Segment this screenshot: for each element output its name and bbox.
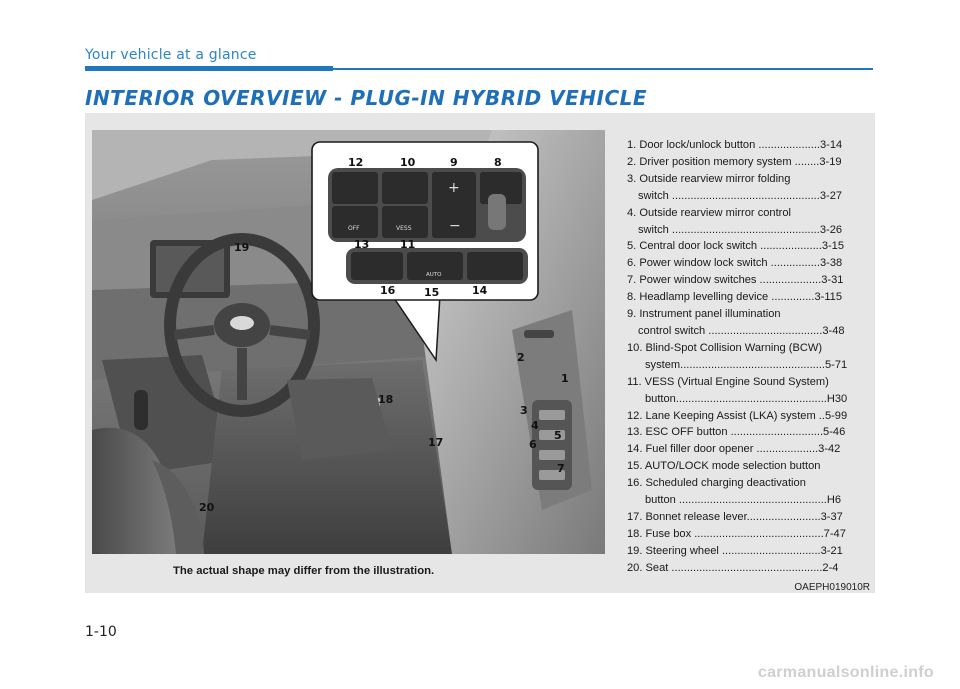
- header-rule-thin: [333, 68, 873, 70]
- item-list: [627, 137, 873, 577]
- list-item-11: [627, 374, 873, 408]
- list-item-18: 18. Fuse box ..........................................7-47: [627, 527, 846, 540]
- callout-10: 10: [400, 156, 416, 169]
- list-item-5: 5. Central door lock switch ....................3-15: [627, 240, 845, 253]
- list-item-17: 17. Bonnet release lever........................3-37: [627, 510, 843, 523]
- button-label-vess: VESS: [396, 225, 412, 232]
- list-item-10: [627, 340, 873, 374]
- list-item-4-line1: 4. Outside rearview mirror control: [627, 206, 791, 219]
- svg-text:−: −: [449, 218, 461, 234]
- callout-18: 18: [378, 393, 394, 406]
- list-item-3-line1: 3. Outside rearview mirror folding: [627, 172, 791, 185]
- callout-17: 17: [428, 436, 444, 449]
- list-item-10-line2: system...............................................5-71: [645, 358, 848, 371]
- list-item-6: 6. Power window lock switch ................3-38: [627, 257, 843, 270]
- list-item-14: 14. Fuel filler door opener ....................3-42: [627, 443, 841, 456]
- callout-20: 20: [199, 501, 215, 514]
- callout-14: 14: [472, 284, 488, 297]
- list-item-15: 15. AUTO/LOCK mode selection button: [627, 460, 821, 473]
- callout-6: 6: [529, 438, 537, 451]
- list-item-13: 13. ESC OFF button ..............................5-46: [627, 426, 846, 439]
- page-number: 1-10: [85, 624, 117, 640]
- callout-19: 19: [234, 241, 250, 254]
- list-item-9: [627, 306, 873, 340]
- callout-4: 4: [531, 419, 539, 432]
- list-item-3: [627, 171, 873, 205]
- callout-7: 7: [557, 462, 565, 475]
- list-item-19: 19. Steering wheel ................................3-21: [627, 544, 843, 557]
- page-heading: INTERIOR OVERVIEW - PLUG-IN HYBRID VEHICLE: [85, 86, 648, 110]
- list-item-3-line2: switch ................................................3-27: [638, 189, 843, 202]
- list-item-16: [627, 475, 873, 509]
- callout-1: 1: [561, 372, 569, 385]
- callout-16: 16: [380, 284, 396, 297]
- list-item-4-line2: switch ................................................3-26: [638, 223, 843, 236]
- interior-illustration: [92, 130, 605, 554]
- list-item-1: 1. Door lock/unlock button ....................3-14: [627, 139, 843, 151]
- section-title: Your vehicle at a glance: [85, 47, 257, 63]
- list-item-8: 8. Headlamp levelling device ..............3-115: [627, 291, 843, 304]
- button-label-auto: AUTO: [426, 272, 442, 278]
- list-item-10-line1: 10. Blind-Spot Collision Warning (BCW): [627, 341, 823, 354]
- figure-code: OAEPH019010R: [794, 582, 870, 593]
- callout-13: 13: [354, 238, 370, 251]
- callout-15: 15: [424, 286, 440, 299]
- callout-11: 11: [400, 238, 416, 251]
- callout-2: 2: [517, 351, 525, 364]
- header-rule-thick: [85, 66, 333, 71]
- callout-3: 3: [520, 404, 528, 417]
- list-item-9-line1: 9. Instrument panel illumination: [627, 308, 781, 321]
- illustration-caption: The actual shape may differ from the illustration.: [173, 565, 435, 577]
- list-item-7: 7. Power window switches ....................3-31: [627, 274, 844, 287]
- list-item-16-line1: 16. Scheduled charging deactivation: [627, 477, 806, 490]
- button-label-off: OFF: [348, 225, 360, 232]
- list-item-4: [627, 205, 873, 239]
- list-item-2: 2. Driver position memory system ........3-19: [627, 155, 842, 168]
- callout-8: 8: [494, 156, 502, 169]
- list-item-11-line2: button.................................................H30: [645, 392, 848, 405]
- callout-12: 12: [348, 156, 364, 169]
- list-item-16-line2: button ................................................H6: [645, 494, 842, 507]
- list-item-9-line2: control switch .....................................3-48: [638, 324, 845, 337]
- list-item-20: 20. Seat .................................................2-4: [627, 561, 839, 574]
- list-item-12: 12. Lane Keeping Assist (LKA) system ..5-99: [627, 409, 848, 422]
- callout-5: 5: [554, 429, 562, 442]
- callout-9: 9: [450, 156, 458, 169]
- list-item-11-line1: 11. VESS (Virtual Engine Sound System): [627, 375, 829, 388]
- svg-text:+: +: [448, 180, 460, 196]
- watermark: carmanualsonline.info: [757, 664, 934, 681]
